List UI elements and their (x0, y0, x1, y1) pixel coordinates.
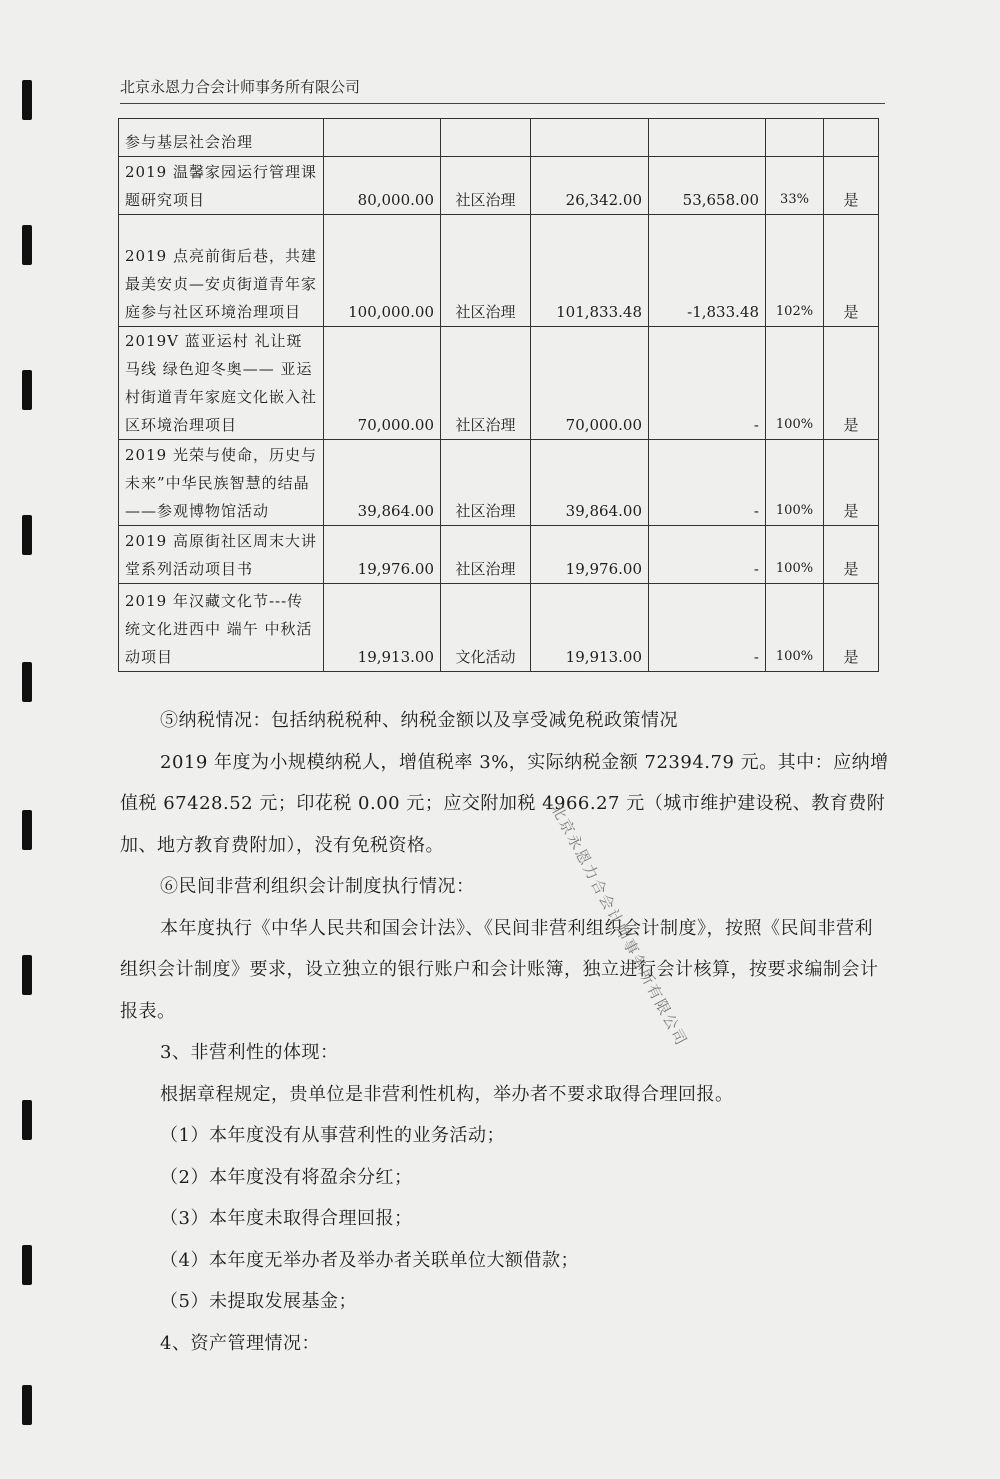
nonprofit-paragraph: 根据章程规定，贵单位是非营利性机构，举办者不要求取得合理回报。 (160, 1083, 734, 1105)
project-category (441, 119, 531, 157)
actual-amount: 101,833.48 (531, 215, 649, 327)
difference-amount: - (649, 526, 766, 584)
project-category: 文化活动 (441, 584, 531, 672)
difference-amount: - (649, 584, 766, 672)
completion-rate: 100% (766, 440, 824, 526)
completed-flag: 是 (824, 157, 879, 215)
project-category: 社区治理 (441, 440, 531, 526)
binding-hole (22, 810, 32, 850)
table-row (119, 440, 879, 526)
project-name: 2019 温馨家园运行管理课题研究项目 (119, 157, 324, 215)
actual-amount: 39,864.00 (531, 440, 649, 526)
binding-hole (22, 225, 32, 265)
completed-flag: 是 (824, 584, 879, 672)
project-category: 社区治理 (441, 327, 531, 440)
completion-rate: 100% (766, 327, 824, 440)
binding-hole (22, 515, 32, 555)
project-table (118, 118, 879, 672)
budget-amount: 80,000.00 (324, 157, 441, 215)
list-item: （1）本年度没有从事营利性的业务活动； (160, 1125, 505, 1146)
project-name: 2019 光荣与使命，历史与未来”中华民族智慧的结晶——参观博物馆活动 (119, 440, 324, 526)
company-name: 北京永恩力合会计师事务所有限公司 (120, 78, 361, 96)
difference-amount: - (649, 327, 766, 440)
binding-hole (22, 80, 32, 120)
actual-amount (531, 119, 649, 157)
actual-amount: 19,913.00 (531, 584, 649, 672)
accounting-paragraph: 本年度执行《中华人民共和国会计法》、《民间非营利组织会计制度》，按照《民间非营利组织会计制度》要求，设立独立的银行账户和会计账簿，独立进行会计核算，按要求编制会计报表。 (120, 917, 879, 1022)
project-name: 2019 点亮前街后巷，共建最美安贞—安贞街道青年家庭参与社区环境治理项目 (119, 215, 324, 327)
page-header (120, 76, 885, 104)
tax-paragraph: 2019 年度为小规模纳税人，增值税率 3%，实际纳税金额 72394.79 元。其中：应纳增值税 67428.52 元；印花税 0.00 元；应交附加税 4966.27 元（城市维护建设税、教育费附加、地方教育费附加），没有免税资格。 (120, 751, 889, 856)
project-category: 社区治理 (441, 157, 531, 215)
project-category: 社区治理 (441, 215, 531, 327)
budget-amount: 19,976.00 (324, 526, 441, 584)
binding-hole (22, 1385, 32, 1425)
completion-rate (766, 119, 824, 157)
list-item: （2）本年度没有将盈余分红； (160, 1166, 413, 1188)
accounting-heading: ⑥民间非营利组织会计制度执行情况： (160, 876, 475, 897)
budget-amount: 70,000.00 (324, 327, 441, 440)
project-name: 2019 年汉藏文化节---传统文化进西中 端午 中秋活动项目 (119, 584, 324, 672)
binding-holes (22, 0, 52, 1479)
list-item: （4）本年度无举办者及举办者关联单位大额借款； (160, 1249, 579, 1271)
report-body (120, 700, 890, 1364)
table-row (119, 526, 879, 584)
project-name: 参与基层社会治理 (119, 119, 324, 157)
project-name: 2019V 蓝亚运村 礼让斑马线 绿色迎冬奥—— 亚运村街道青年家庭文化嵌入社区环境治理项目 (119, 327, 324, 440)
budget-amount: 100,000.00 (324, 215, 441, 327)
completed-flag: 是 (824, 327, 879, 440)
actual-amount: 26,342.00 (531, 157, 649, 215)
completion-rate: 102% (766, 215, 824, 327)
difference-amount: 53,658.00 (649, 157, 766, 215)
binding-hole (22, 1245, 32, 1285)
seam-stamp: 北京永恩力合会计师事务所有限公司 (547, 800, 691, 1050)
completed-flag: 是 (824, 440, 879, 526)
difference-amount: -1,833.48 (649, 215, 766, 327)
list-item: （5）未提取发展基金； (160, 1291, 357, 1312)
project-category: 社区治理 (441, 526, 531, 584)
project-name: 2019 高原街社区周末大讲堂系列活动项目书 (119, 526, 324, 584)
completed-flag: 是 (824, 526, 879, 584)
binding-hole (22, 955, 32, 995)
completion-rate: 100% (766, 526, 824, 584)
budget-amount: 19,913.00 (324, 584, 441, 672)
budget-amount (324, 119, 441, 157)
actual-amount: 70,000.00 (531, 327, 649, 440)
difference-amount: - (649, 440, 766, 526)
table-row (119, 327, 879, 440)
list-item: （3）本年度未取得合理回报； (160, 1208, 413, 1229)
nonprofit-heading: 3、非营利性的体现： (160, 1042, 339, 1063)
asset-heading: 4、资产管理情况： (160, 1332, 320, 1354)
table-row (119, 119, 879, 157)
budget-amount: 39,864.00 (324, 440, 441, 526)
completed-flag (824, 119, 879, 157)
tax-heading: ⑤纳税情况：包括纳税税种、纳税金额以及享受减免税政策情况 (160, 710, 678, 731)
table-row (119, 215, 879, 327)
table-row (119, 584, 879, 672)
completion-rate: 33% (766, 157, 824, 215)
completion-rate: 100% (766, 584, 824, 672)
completed-flag: 是 (824, 215, 879, 327)
binding-hole (22, 662, 32, 702)
table-row (119, 157, 879, 215)
binding-hole (22, 1100, 32, 1140)
actual-amount: 19,976.00 (531, 526, 649, 584)
binding-hole (22, 370, 32, 410)
difference-amount (649, 119, 766, 157)
